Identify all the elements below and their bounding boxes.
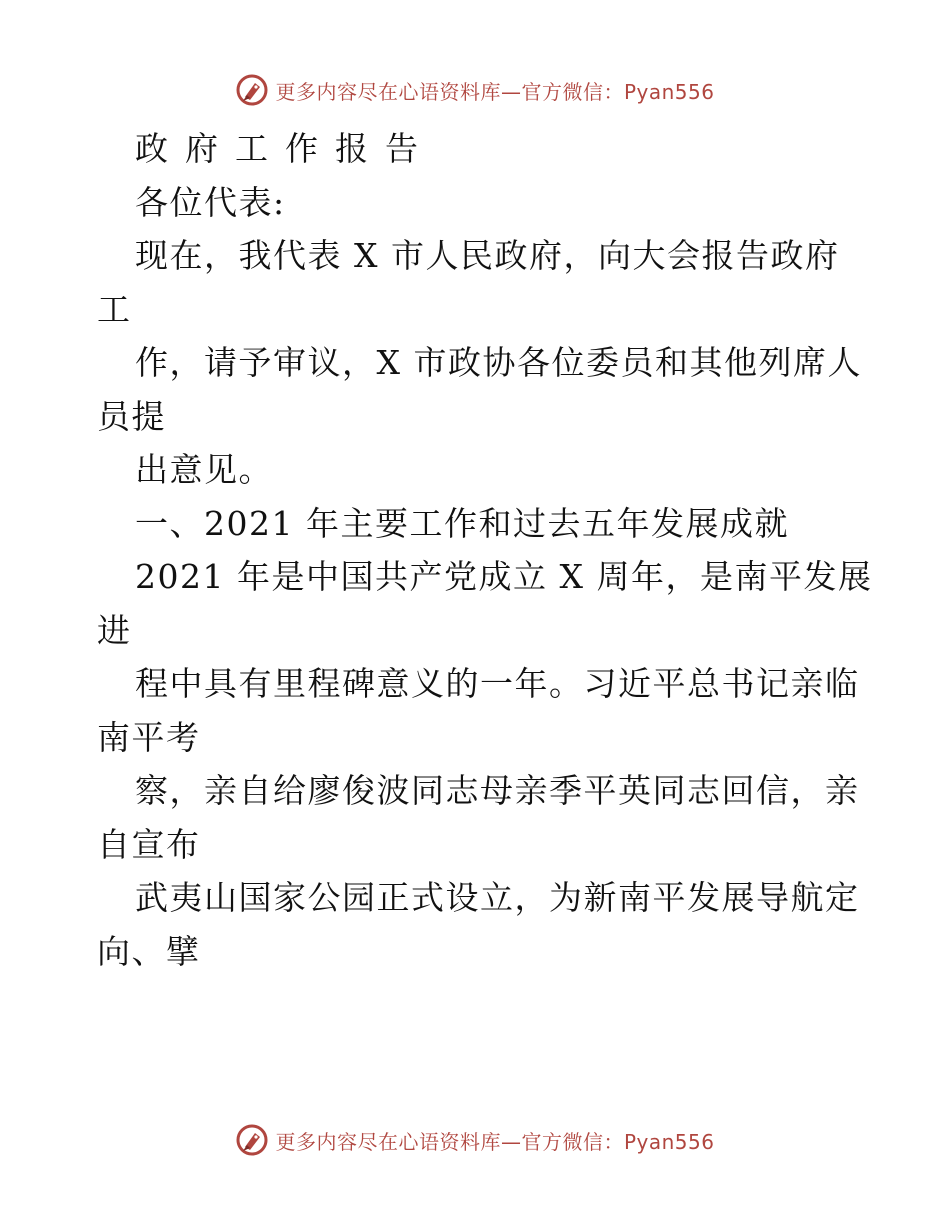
paragraph-line: 现在，我代表 X 市人民政府，向大会报告政府 <box>135 236 840 275</box>
document-body <box>97 122 873 978</box>
watermark-text: 更多内容尽在心语资料库—官方微信：Pyan556 <box>275 79 715 104</box>
paragraph-line: 南平考 <box>97 717 201 757</box>
pen-nib-circle-icon <box>235 73 269 107</box>
paragraph-line: 自宣布 <box>97 824 201 864</box>
pen-nib-circle-icon <box>235 1123 269 1157</box>
paragraph-line: 向、擘 <box>97 931 201 971</box>
paragraph-line: 作，请予审议，X 市政协各位委员和其他列席人 <box>135 343 862 382</box>
paragraph-line: 进 <box>97 610 132 650</box>
watermark-footer <box>0 1122 950 1158</box>
document-title: 政府工作报告 <box>135 129 435 168</box>
watermark-header <box>0 72 950 108</box>
section-heading: 一、2021 年主要工作和过去五年发展成就 <box>135 503 789 543</box>
salutation: 各位代表: <box>135 182 286 222</box>
paragraph-line: 员提 <box>97 396 166 436</box>
paragraph-line: 工 <box>97 289 132 329</box>
paragraph-line: 程中具有里程碑意义的一年。习近平总书记亲临 <box>135 664 860 703</box>
watermark-text: 更多内容尽在心语资料库—官方微信：Pyan556 <box>275 1129 715 1154</box>
paragraph-line: 2021 年是中国共产党成立 X 周年，是南平发展 <box>135 557 873 596</box>
paragraph-line: 察，亲自给廖俊波同志母亲季平英同志回信，亲 <box>135 771 860 810</box>
paragraph-line: 出意见。 <box>135 450 273 489</box>
paragraph-line: 武夷山国家公园正式设立，为新南平发展导航定 <box>135 878 860 917</box>
